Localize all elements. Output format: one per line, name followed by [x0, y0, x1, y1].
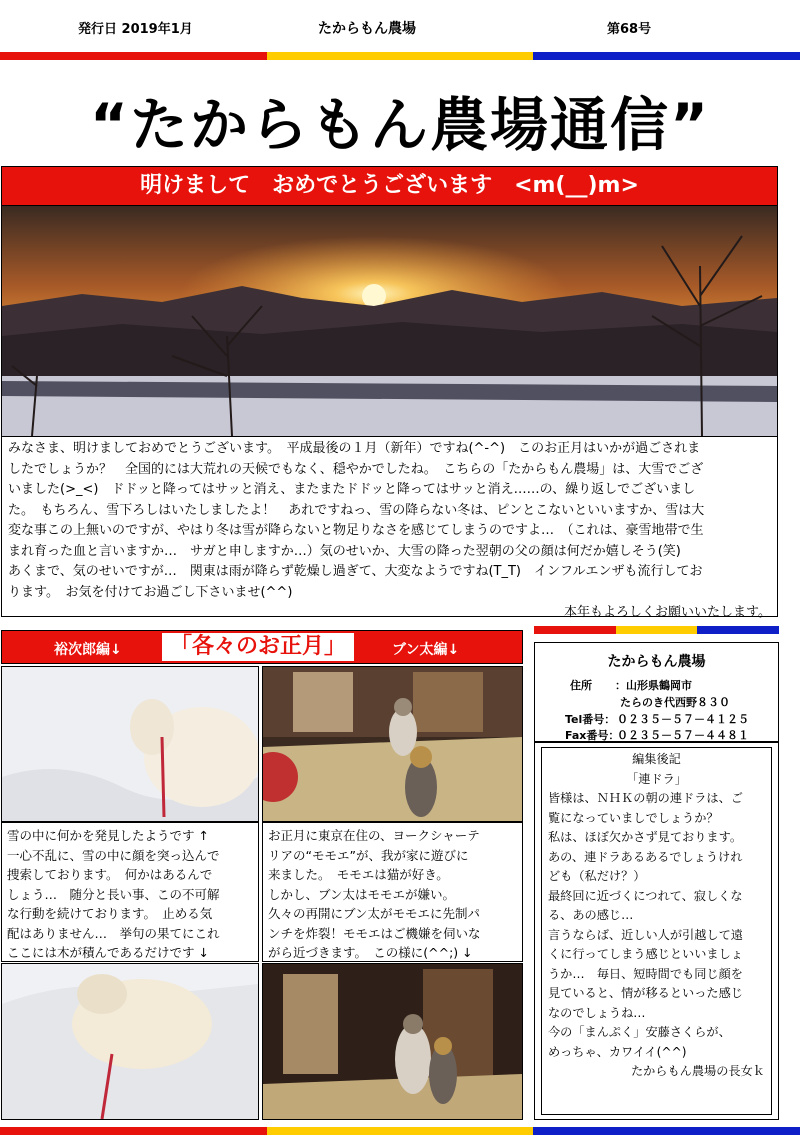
editor-note-signature: たからもん農場の長女ｋ: [630, 1064, 765, 1078]
intro-closing: 本年もよろしくお願いいたします。: [564, 605, 771, 620]
editor-note-outer: [534, 742, 779, 1120]
intro-line: したでしょうか？ 全国的には大荒れの天候でもなく、穏やかでしたね。 こちらの「たからもん農場」は、大雪でござ: [8, 461, 704, 477]
editor-note-box: [541, 747, 772, 1115]
note-line: 言うならば、近しい人が引越して遠: [548, 927, 743, 942]
caption-line: お正月に東京在住の、ヨークシャーテ: [268, 828, 480, 843]
editor-note-heading: 編集後記: [632, 752, 681, 766]
address-line-1: ：山形県鶴岡市: [615, 679, 692, 692]
caption-line: ここには木が積んであるだけです ↓: [7, 945, 209, 960]
fax-number: ０２３５－５７－４４８１: [617, 729, 749, 742]
top-color-stripe: [0, 52, 800, 60]
farm-info-name: たからもん農場: [607, 654, 706, 670]
intro-line: まれ育った血と言いますか… サガと申しますか…）気のせいか、大雪の降った翌朝の父の顔は何だか嬉しそう(笑): [8, 543, 681, 559]
note-line: うか… 毎日、短時間でも同じ顔を: [548, 966, 743, 981]
bottom-color-stripe: [0, 1127, 800, 1135]
note-line: 私は、ほぼ欠かさず見ております。: [548, 830, 743, 844]
note-line: 見ていると、情が移るといった感じ: [548, 986, 743, 1000]
note-line: 覧になっていましでしょうか？: [548, 810, 719, 825]
cat-and-dog-doorway-photo: [262, 963, 523, 1120]
intro-text-box: [1, 436, 778, 620]
caption-line: な行動を続けております。 止める気: [7, 906, 213, 921]
note-line: あの、連ドラあるあるでしょうけれ: [548, 849, 743, 864]
note-line: なのでしょうね…: [548, 1005, 646, 1020]
newsletter-title: “たからもん農場通信”: [89, 91, 711, 159]
yujiro-caption-box: [1, 822, 259, 962]
intro-line: 変な事この上無いのですが、やはり冬は雪が降らないと物足りなさを感じてしまうのですよ… （これは、豪雪地帯で生: [8, 523, 704, 538]
tel-label: Tel番号：: [565, 713, 616, 726]
intro-line: ります。 お気を付けてお過ごし下さいませ(^^): [8, 584, 293, 600]
note-line: 今の「まんぷく」安藤さくらが、: [548, 1025, 731, 1039]
note-line: る、あの感じ…: [548, 908, 634, 922]
greeting-banner: 明けまして おめでとうございます <m(__)m>: [1, 166, 778, 206]
caption-line: 配はありません… 挙句の果てにこれ: [7, 925, 220, 941]
bunta-caption-box: [262, 822, 523, 962]
intro-line: いました(>_<) ドドッと降ってはサッと消え、またまたドドッと降ってはサッと消え……の、繰り返しでございまし: [8, 482, 696, 497]
note-line: くに行ってしまう感じといいましょ: [548, 947, 743, 961]
issue-date: 発行日 2019年1月: [78, 22, 193, 37]
caption-line: 久々の再開にブン太がモモエに先制パ: [268, 906, 481, 921]
address-line-2: たらのき代西野８３０: [620, 696, 730, 709]
yujiro-section-label: 裕次郎編↓: [54, 642, 122, 658]
fax-label: Fax番号：: [565, 729, 620, 742]
section-header: [1, 630, 523, 664]
caption-line: 雪の中に何かを発見したようです ↑: [7, 828, 209, 843]
farm-info-box: [534, 642, 779, 742]
cat-and-dog-photo: [262, 666, 523, 822]
intro-line: みなさま、明けましておめでとうございます。 平成最後の１月（新年）ですね(^-^) このお正月はいかが過ごされま: [8, 441, 701, 456]
editor-note-subheading: 「連ドラ」: [626, 771, 687, 786]
address-label: 住所: [570, 679, 592, 692]
caption-line: 来ました。 モモエは猫が好き。: [268, 867, 449, 882]
tel-number: ０２３５－５７－４１２５: [617, 713, 749, 726]
note-line: めっちゃ、カワイイ(^^): [548, 1044, 687, 1059]
caption-line: しかし、ブン太はモモエが嫌い。: [268, 886, 456, 902]
note-line: ども（私だけ？）: [548, 869, 646, 883]
caption-line: ンチを炸裂！モモエはご機嫌を伺いな: [268, 925, 481, 941]
caption-line: 捜索しております。 何かはあるんで: [7, 867, 213, 882]
intro-line: た。 もちろん、雪下ろしはいたしましたよ！ あれですねっ、雪の降らない冬は、ピンとこないといいますか、雪は大: [8, 502, 705, 518]
intro-line: あくまで、気のせいですが… 関東は雨が降らず乾燥し過ぎて、大変なようですね(T_T) インフルエンザも流行してお: [8, 564, 703, 579]
caption-line: 一心不乱に、雪の中に顔を突っ込んで: [7, 847, 220, 863]
caption-line: がら近づきます。 この様に(^^;) ↓: [268, 945, 473, 960]
dog-in-snow-photo: [1, 666, 259, 822]
dog-digging-snow-photo: [1, 963, 259, 1120]
sunrise-photo: [1, 206, 778, 436]
note-line: 皆様は、ＮＨＫの朝の連ドラは、ご: [548, 791, 743, 805]
right-color-stripe: [534, 626, 779, 634]
section-title: 「各々のお正月」: [162, 633, 354, 661]
caption-line: リアの“モモエ”が、我が家に遊びに: [268, 847, 469, 863]
header-farm-name: たからもん農場: [318, 21, 416, 37]
caption-line: しょう… 随分と長い事、この不可解: [7, 886, 220, 902]
issue-number: 第68号: [607, 22, 652, 37]
note-line: 最終回に近づくにつれて、寂しくな: [548, 888, 743, 903]
bunta-section-label: ブン太編↓: [392, 642, 460, 658]
